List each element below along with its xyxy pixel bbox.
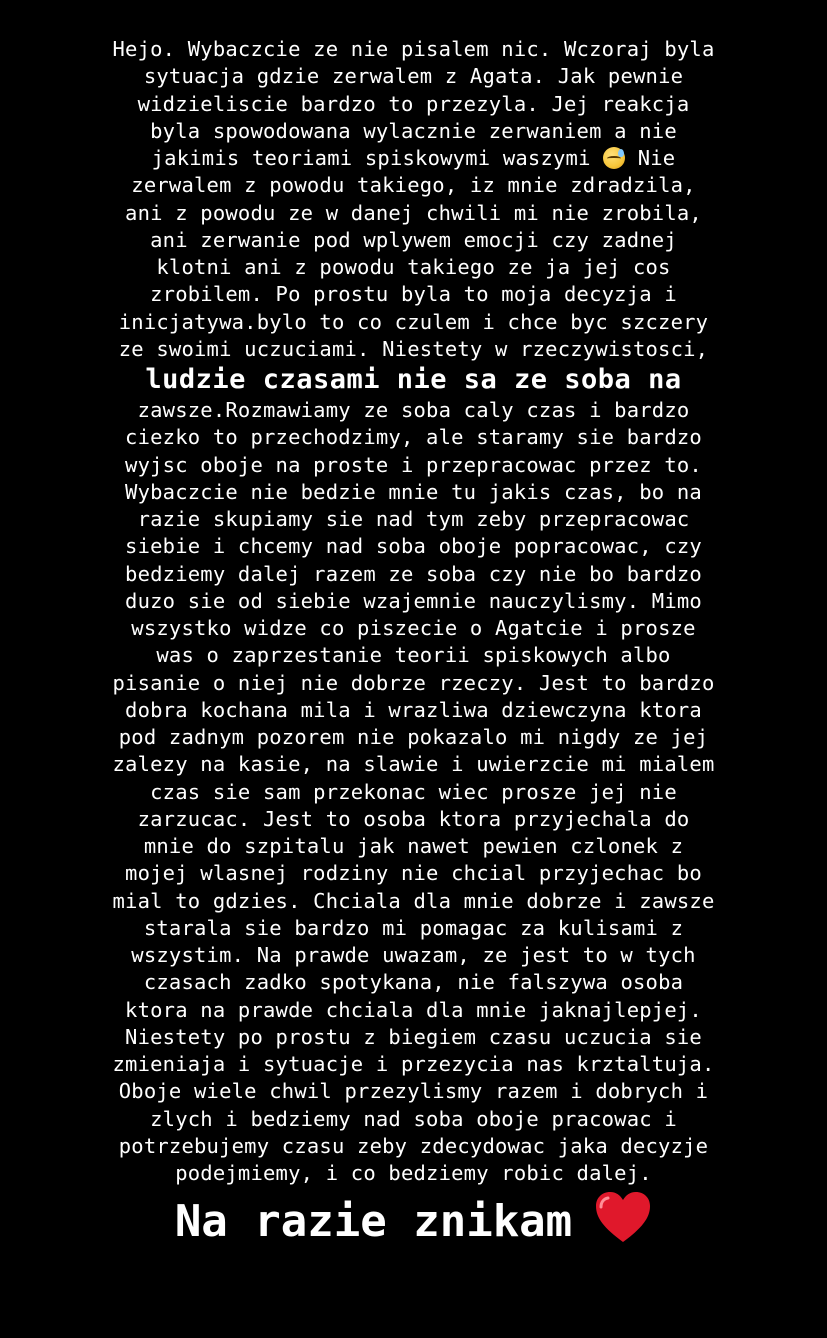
story-line [30, 860, 797, 887]
story-line-text: zerwalem z powodu takiego, iz mnie zdradzila, [131, 173, 696, 198]
story-line-text: Oboje wiele chwil przezylismy razem i dobrych i [118, 1079, 709, 1104]
story-line [30, 588, 797, 615]
story-line-text: Hejo. Wybaczcie ze nie pisalem nic. Wczoraj byla [112, 37, 715, 61]
story-line-text: ze swoimi uczuciami. Niestety w rzeczywistosci, [118, 336, 709, 361]
story-line [30, 36, 797, 63]
story-line-text: Niestety po prostu z biegiem czasu uczucia sie [125, 1024, 702, 1049]
story-line-text: potrzebujemy czasu zeby zdecydowac jaka decyzje [118, 1133, 709, 1158]
story-line [30, 506, 797, 533]
story-line-text: mojej wlasnej rodziny nie chcial przyjechac bo [125, 861, 702, 886]
story-line [30, 1160, 797, 1187]
story-line-text: klotni ani z powodu takiego ze ja jej cos [156, 255, 671, 279]
story-line [30, 363, 797, 397]
story-line [30, 1024, 797, 1051]
story-line-text: zarzucac. Jest to osoba ktora przyjechala do [137, 806, 690, 831]
story-line-text: sytuacja gdzie zerwalem z Agata. Jak pewnie [143, 64, 684, 89]
story-line [30, 1133, 797, 1160]
story-line [30, 200, 797, 227]
story-line-text: mnie do szpitalu jak nawet pewien czlonek z [143, 834, 684, 858]
story-line [30, 942, 797, 969]
story-line [30, 615, 797, 642]
story-line [30, 697, 797, 724]
story-line [30, 1078, 797, 1105]
story-line-text: wszystim. Na prawde uwazam, ze jest to w tych [131, 943, 696, 967]
story-line [30, 806, 797, 833]
story-line-text-after-emoji: Nie [637, 146, 676, 170]
story-line [30, 397, 797, 424]
story-line-text: widzieliscie bardzo to przezyla. Jej reakcja [137, 91, 690, 116]
story-line [30, 1051, 797, 1078]
story-line-text: inicjatywa.bylo to co czulem i chce byc szczery [118, 309, 709, 334]
story-line [30, 309, 797, 336]
story-text-block [30, 36, 797, 1187]
story-line-text: zmieniaja i sytuacje i przezycia nas krztaltuja. [112, 1052, 715, 1076]
story-line [30, 452, 797, 479]
story-line-text: razie skupiamy sie nad tym zeby przepracowac [137, 507, 690, 531]
story-line-text: zlych i bedziemy nad soba oboje pracowac i [150, 1106, 677, 1131]
story-line-text: ludzie czasami nie sa ze soba na [145, 364, 682, 395]
story-line-text: jakimis teoriami spiskowymi waszymi [151, 146, 591, 170]
story-line-text: wyjsc oboje na proste i przepracowac przez to. [125, 452, 702, 477]
story-line-text: pod zadnym pozorem nie pokazalo mi nigdy ze jej [118, 725, 709, 749]
story-line-text: ktora na prawde chciala dla mnie jaknajlepjej. [125, 997, 702, 1022]
story-line-text: czas sie sam przekonac wiec prosze jej nie [150, 779, 677, 804]
story-line-text: dobra kochana mila i wrazliwa dziewczyna ktora [125, 697, 702, 722]
story-line [30, 969, 797, 996]
story-line-text: zawsze.Rozmawiamy ze soba caly czas i bardzo [137, 398, 690, 422]
sad-sweat-face-icon [603, 147, 625, 169]
story-line-text: mial to gdzies. Chciala dla mnie dobrze i zawsze [112, 888, 715, 913]
story-line [30, 424, 797, 451]
story-line [30, 533, 797, 560]
story-line [30, 833, 797, 860]
story-line [30, 91, 797, 118]
story-line [30, 63, 797, 90]
story-line-text: bedziemy dalej razem ze soba czy nie bo bardzo [125, 561, 702, 586]
story-line-text: czasach zadko spotykana, nie falszywa osoba [143, 970, 684, 995]
story-line-text: byla spowodowana wylacznie zerwaniem a nie [150, 118, 677, 143]
story-line [30, 724, 797, 751]
story-line-text: pisanie o niej nie dobrze rzeczy. Jest to bardzo [112, 670, 715, 695]
story-line-text: siebie i chcemy nad soba oboje popracowac, czy [125, 534, 702, 559]
story-line [30, 118, 797, 145]
story-line [30, 254, 797, 281]
story-line [30, 145, 797, 172]
story-line [30, 1106, 797, 1133]
story-line [30, 670, 797, 697]
story-line [30, 479, 797, 506]
story-line [30, 888, 797, 915]
story-line [30, 751, 797, 778]
story-line [30, 779, 797, 806]
story-line-text: Wybaczcie nie bedzie mnie tu jakis czas, bo na [125, 479, 702, 504]
story-line-text: ani zerwanie pod wplywem emocji czy zadnej [150, 227, 677, 252]
closing-line [0, 1190, 827, 1252]
story-line-text: podejmiemy, i co bedziemy robic dalej. [175, 1161, 652, 1185]
story-line-text: starala sie bardzo mi pomagac za kulisami z [143, 915, 684, 940]
story-line [30, 227, 797, 254]
story-line [30, 997, 797, 1024]
red-heart-icon [594, 1190, 652, 1244]
story-line-text: wszystko widze co piszecie o Agatcie i prosze [131, 616, 696, 640]
story-line [30, 642, 797, 669]
story-line-text: zalezy na kasie, na slawie i uwierzcie mi mialem [112, 752, 715, 777]
story-line [30, 336, 797, 363]
story-line [30, 915, 797, 942]
story-line-text: ciezko to przechodzimy, ale staramy sie bardzo [125, 425, 702, 450]
story-line-text: duzo sie od siebie wzajemnie nauczylismy. Mimo [125, 588, 702, 613]
story-line-text: zrobilem. Po prostu byla to moja decyzja i [150, 282, 677, 307]
closing-text: Na razie znikam [174, 1196, 573, 1247]
story-line-text: ani z powodu ze w danej chwili mi nie zrobila, [125, 200, 702, 225]
story-line-text: was o zaprzestanie teorii spiskowych albo [156, 643, 671, 668]
story-line [30, 172, 797, 199]
story-line [30, 561, 797, 588]
story-line [30, 281, 797, 308]
